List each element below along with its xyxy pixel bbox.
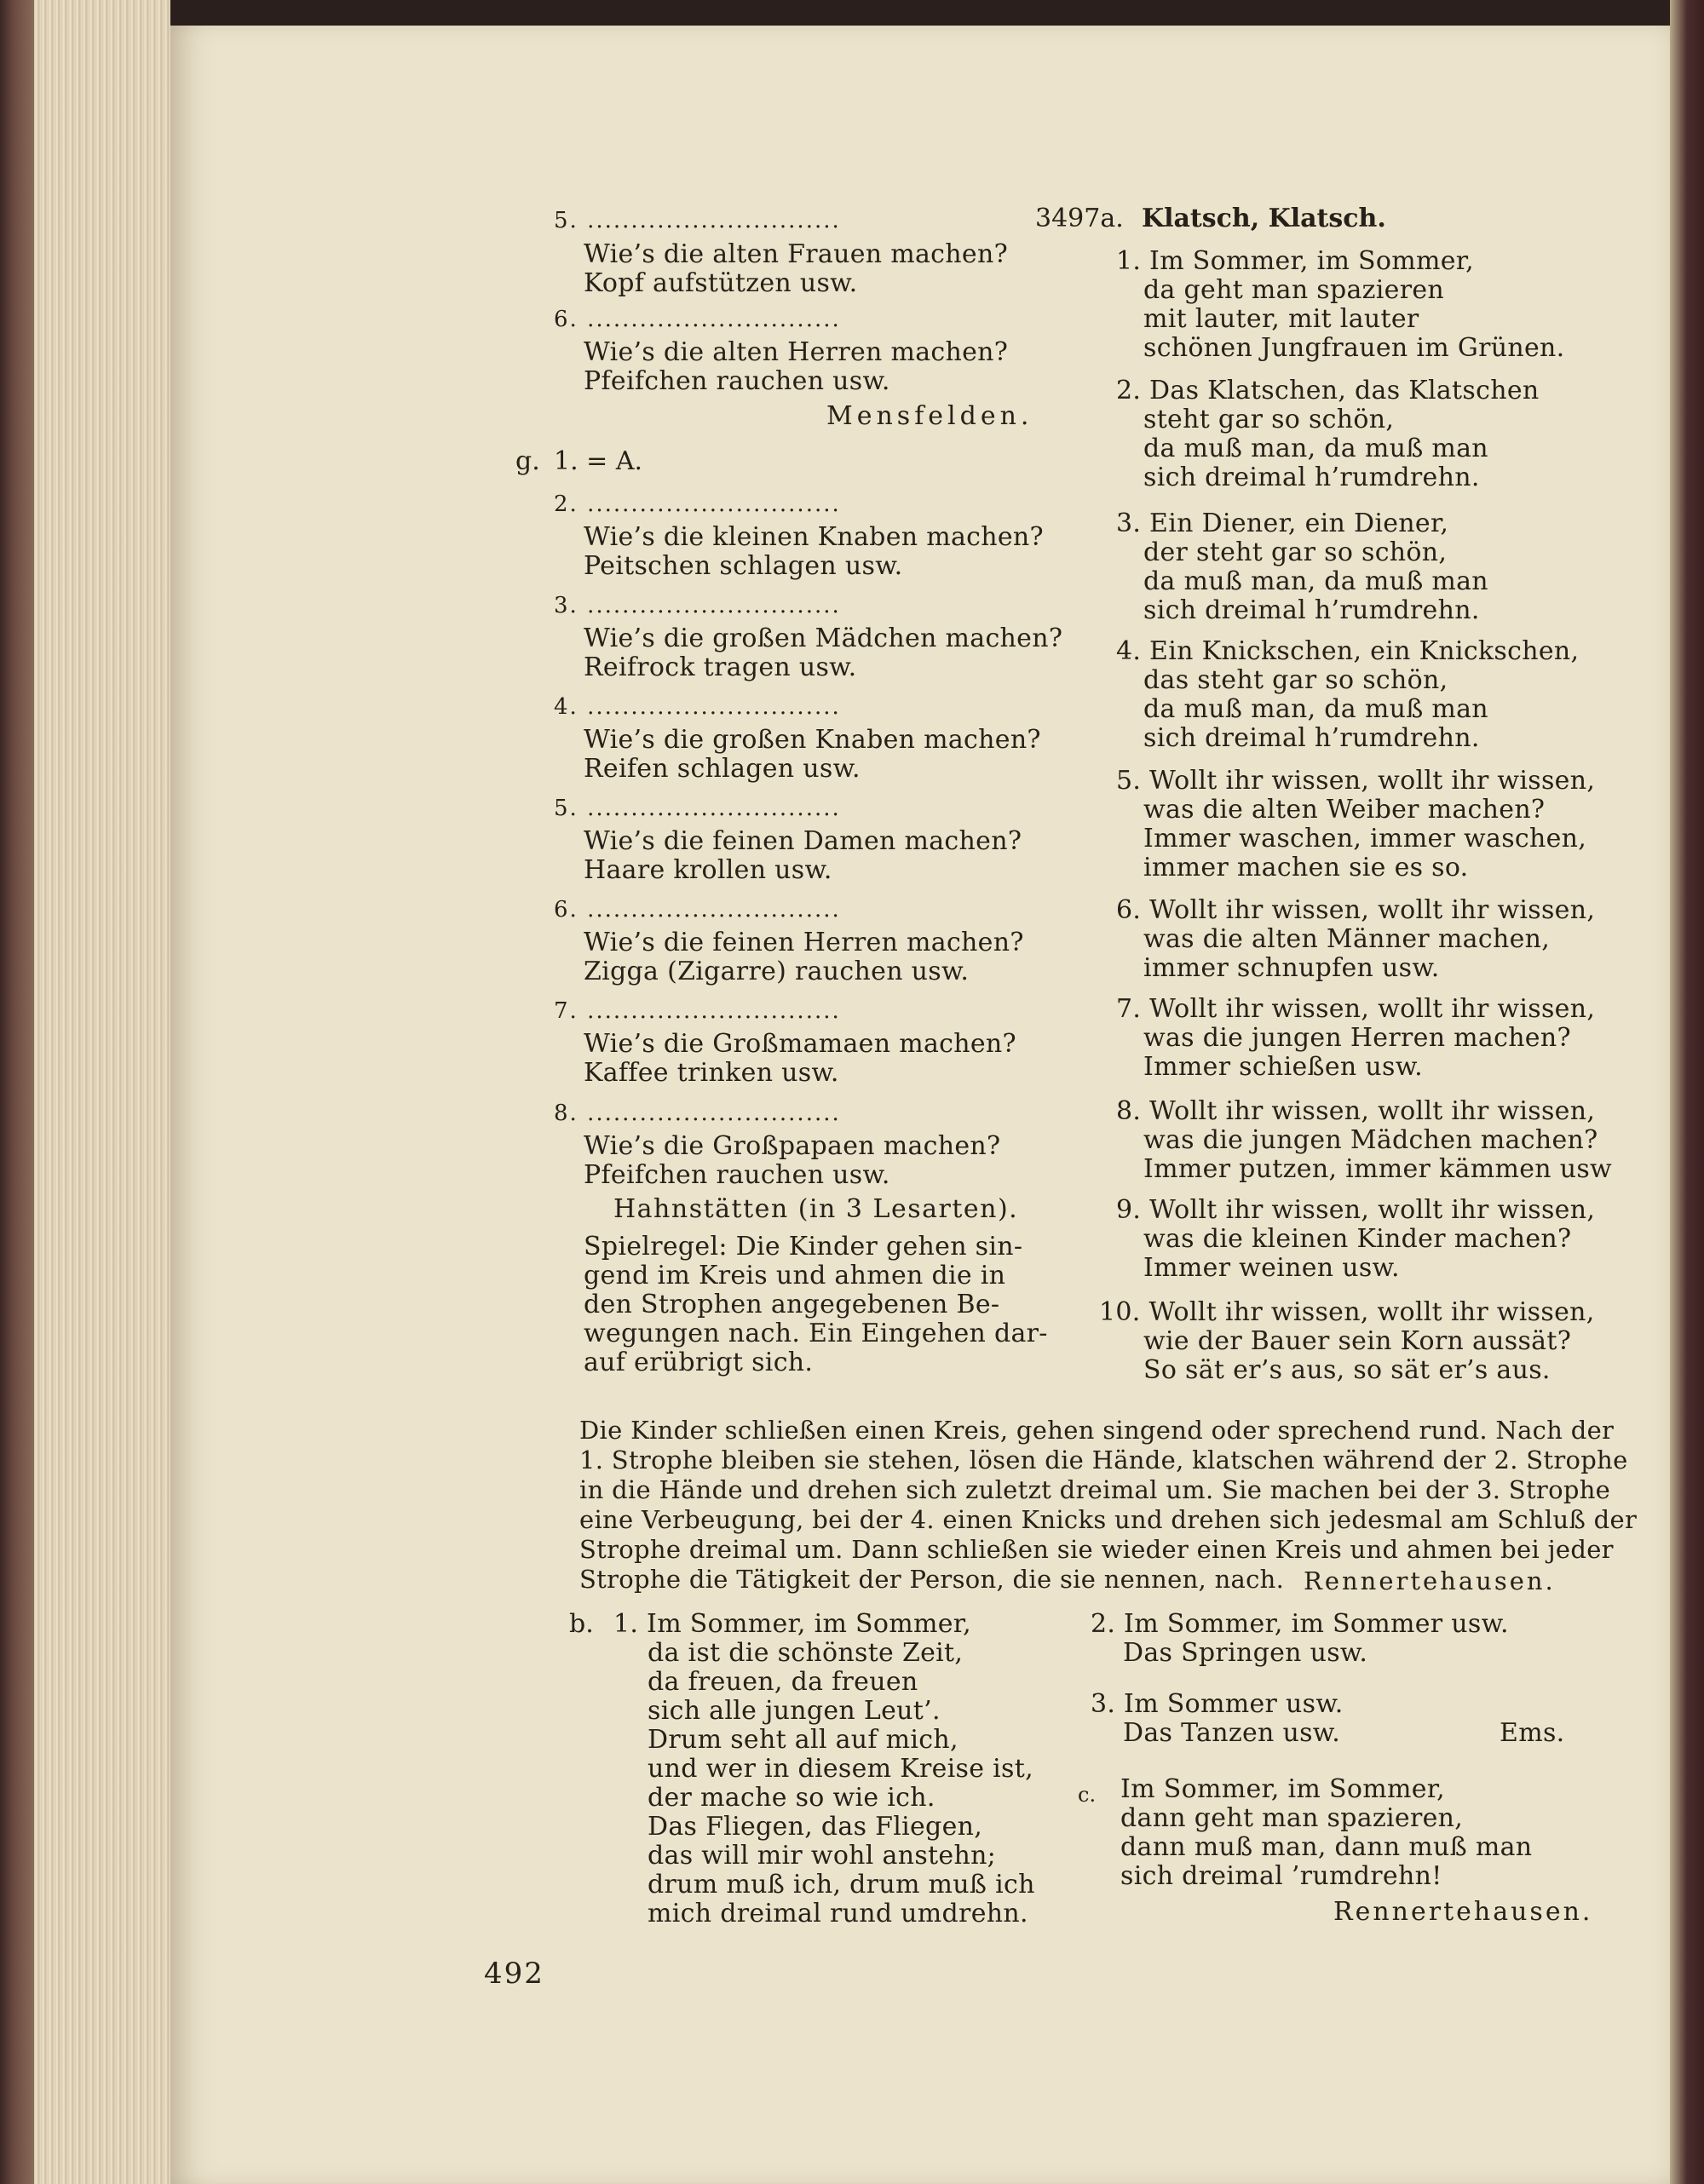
br-place-rennertehausen: Rennertehausen. (1333, 1897, 1593, 1927)
right-line-3: schönen Jungfrauen im Grünen. (1143, 333, 1565, 363)
right-line-32: 10. Wollt ihr wissen, wollt ihr wissen, (1099, 1297, 1595, 1327)
left-line-14: Reifrock tragen usw. (584, 652, 857, 682)
left-line-5: Pfeifchen rauchen usw. (584, 366, 890, 396)
left-line-11: Peitschen schlagen usw. (584, 551, 903, 581)
right-line-25: Immer schießen usw. (1143, 1052, 1423, 1082)
right-line-14: da muß man, da muß man (1143, 694, 1488, 724)
left-line-20: Haare krollen usw. (584, 855, 832, 885)
left-line-31: Spielregel: Die Kinder gehen sin- (584, 1232, 1023, 1262)
left-line-2: Kopf aufstützen usw. (584, 268, 858, 298)
section-label-g: g. (515, 446, 540, 476)
left-line-9: 2. ............................. (554, 491, 841, 517)
right-line-15: sich dreimal h’rumdrehn. (1143, 723, 1480, 753)
paragraph-line-5: Strophe die Tätigkeit der Person, die sie nennen, nach. (579, 1565, 1285, 1594)
right-line-17: was die alten Weiber machen? (1143, 795, 1546, 825)
left-line-19: Wie’s die feinen Damen machen? (584, 826, 1022, 856)
left-line-21: 6. ............................. (554, 897, 841, 922)
left-line-35: auf erübrigt sich. (584, 1348, 814, 1377)
left-line-34: wegungen nach. Ein Eingehen dar- (584, 1319, 1048, 1348)
right-line-33: wie der Bauer sein Korn aussät? (1143, 1326, 1572, 1356)
right-line-22: immer schnupfen usw. (1143, 953, 1440, 983)
paragraph-line-0: Die Kinder schließen einen Kreis, gehen singend oder sprechend rund. Nach der (579, 1416, 1615, 1445)
section-label-c: c. (1078, 1783, 1097, 1807)
left-line-28: Wie’s die Großpapaen machen? (584, 1131, 1001, 1161)
left-line-29: Pfeifchen rauchen usw. (584, 1160, 890, 1190)
song-number: 3497a. (1035, 204, 1124, 233)
right-line-19: immer machen sie es so. (1143, 853, 1469, 882)
section-label-b: b. (569, 1609, 594, 1639)
b-line-8: das will mir wohl anstehn; (648, 1841, 997, 1871)
left-line-0: 5. ............................. (554, 208, 841, 233)
right-line-12: 4. Ein Knickschen, ein Knickschen, (1116, 636, 1580, 666)
book-cover-edge (1670, 0, 1704, 2184)
right-line-2: mit lauter, mit lauter (1143, 304, 1419, 334)
left-line-16: Wie’s die großen Knaben machen? (584, 725, 1041, 755)
paragraph-line-2: in die Hände und drehen sich zuletzt dreimal um. Sie machen bei der 3. Strophe (579, 1475, 1611, 1504)
br-line-9: sich dreimal ’rumdrehn! (1120, 1861, 1442, 1891)
b-line-2: da freuen, da freuen (648, 1667, 918, 1697)
right-line-31: Immer weinen usw. (1143, 1253, 1400, 1283)
right-line-13: das steht gar so schön, (1143, 665, 1448, 695)
br-place-ems: Ems. (1500, 1718, 1565, 1748)
right-line-6: da muß man, da muß man (1143, 434, 1488, 463)
right-line-27: was die jungen Mädchen machen? (1143, 1125, 1598, 1155)
right-line-8: 3. Ein Diener, ein Diener, (1116, 509, 1449, 538)
right-line-7: sich dreimal h’rumdrehn. (1143, 463, 1480, 492)
right-line-1: da geht man spazieren (1143, 275, 1445, 305)
b-line-9: drum muß ich, drum muß ich (648, 1870, 1035, 1900)
right-line-24: was die jungen Herren machen? (1143, 1023, 1571, 1053)
right-line-26: 8. Wollt ihr wissen, wollt ihr wissen, (1116, 1096, 1596, 1126)
right-line-20: 6. Wollt ihr wissen, wollt ihr wissen, (1116, 895, 1596, 925)
page-number: 492 (484, 1957, 544, 1991)
left-line-26: Kaffee trinken usw. (584, 1058, 839, 1088)
left-line-8: 1. = A. (554, 446, 643, 476)
left-line-27: 8. ............................. (554, 1101, 841, 1126)
right-line-28: Immer putzen, immer kämmen usw (1143, 1154, 1612, 1184)
left-line-32: gend im Kreis und ahmen die in (584, 1261, 1006, 1290)
br-line-2: 3. Im Sommer usw. (1091, 1689, 1344, 1719)
left-line-15: 4. ............................. (554, 694, 841, 720)
br-line-7: dann geht man spazieren, (1120, 1803, 1464, 1833)
right-line-10: da muß man, da muß man (1143, 566, 1488, 596)
right-line-29: 9. Wollt ihr wissen, wollt ihr wissen, (1116, 1195, 1596, 1225)
left-place-hahnstaetten: Hahnstätten (in 3 Lesarten). (613, 1194, 1019, 1224)
br-line-1: Das Springen usw. (1123, 1638, 1368, 1668)
right-line-21: was die alten Männer machen, (1143, 924, 1551, 954)
paragraph-line-1: 1. Strophe bleiben sie stehen, lösen die Hände, klatschen während der 2. Strophe (579, 1445, 1628, 1474)
right-line-5: steht gar so schön, (1143, 405, 1395, 434)
left-line-1: Wie’s die alten Frauen machen? (584, 239, 1008, 269)
br-line-3: Das Tanzen usw. (1123, 1718, 1341, 1748)
right-line-0: 1. Im Sommer, im Sommer, (1116, 246, 1474, 276)
left-line-17: Reifen schlagen usw. (584, 754, 861, 784)
left-line-12: 3. ............................. (554, 593, 841, 618)
left-place-mensfelden: Mensfelden. (826, 401, 1033, 431)
song-title: Klatsch, Klatsch. (1142, 204, 1386, 233)
left-line-23: Zigga (Zigarre) rauchen usw. (584, 957, 970, 986)
b-line-3: sich alle jungen Leut’. (648, 1696, 941, 1726)
left-line-3: 6. ............................. (554, 307, 841, 332)
right-line-30: was die kleinen Kinder machen? (1143, 1224, 1572, 1254)
right-line-11: sich dreimal h’rumdrehn. (1143, 595, 1480, 625)
b-line-7: Das Fliegen, das Fliegen, (648, 1812, 983, 1842)
br-line-6: Im Sommer, im Sommer, (1120, 1774, 1445, 1804)
b-line-0: 1. Im Sommer, im Sommer, (613, 1609, 971, 1639)
left-line-25: Wie’s die Großmamaen machen? (584, 1029, 1016, 1059)
paragraph-place: Rennertehausen. (1304, 1566, 1556, 1595)
right-line-34: So sät er’s aus, so sät er’s aus. (1143, 1355, 1551, 1385)
paragraph-line-4: Strophe dreimal um. Dann schließen sie wieder einen Kreis und ahmen bei jeder (579, 1535, 1614, 1564)
br-line-0: 2. Im Sommer, im Sommer usw. (1091, 1609, 1509, 1639)
paragraph-line-3: eine Verbeugung, bei der 4. einen Knicks und drehen sich jedesmal am Schluß der (579, 1505, 1638, 1534)
left-line-33: den Strophen angegebenen Be- (584, 1290, 1000, 1319)
right-line-9: der steht gar so schön, (1143, 537, 1448, 567)
left-line-13: Wie’s die großen Mädchen machen? (584, 624, 1063, 653)
br-line-8: dann muß man, dann muß man (1120, 1832, 1533, 1862)
b-line-4: Drum seht all auf mich, (648, 1725, 958, 1755)
right-line-23: 7. Wollt ihr wissen, wollt ihr wissen, (1116, 994, 1596, 1024)
right-line-18: Immer waschen, immer waschen, (1143, 824, 1587, 853)
b-line-1: da ist die schönste Zeit, (648, 1638, 964, 1668)
left-line-22: Wie’s die feinen Herren machen? (584, 928, 1024, 957)
b-line-6: der mache so wie ich. (648, 1783, 935, 1813)
b-line-10: mich dreimal rund umdrehn. (648, 1899, 1028, 1928)
b-line-5: und wer in diesem Kreise ist, (648, 1754, 1033, 1784)
right-line-4: 2. Das Klatschen, das Klatschen (1116, 376, 1540, 405)
left-line-10: Wie’s die kleinen Knaben machen? (584, 522, 1044, 552)
left-line-4: Wie’s die alten Herren machen? (584, 337, 1009, 367)
left-line-24: 7. ............................. (554, 998, 841, 1024)
page-edges (0, 0, 170, 2184)
left-line-18: 5. ............................. (554, 796, 841, 821)
right-line-16: 5. Wollt ihr wissen, wollt ihr wissen, (1116, 766, 1596, 796)
